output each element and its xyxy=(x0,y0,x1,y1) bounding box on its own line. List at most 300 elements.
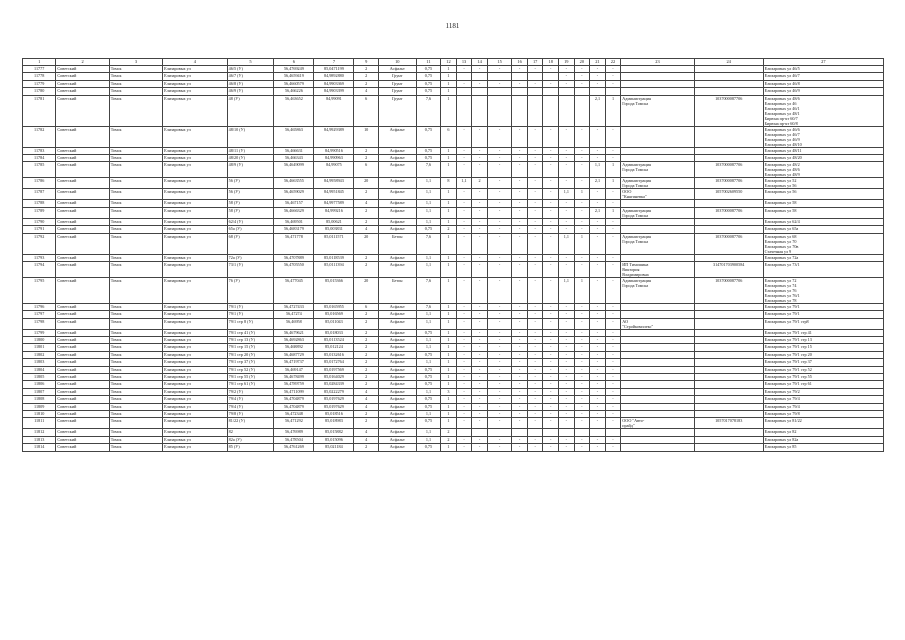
table-row xyxy=(23,374,884,381)
table-cell: - xyxy=(487,277,511,303)
table-cell: - xyxy=(543,436,559,443)
table-cell: 2 xyxy=(354,218,378,225)
table-cell: Елизаровых ул 72 Елизаровых ул 74 Елизаровых ул 76 Елизаровых ул 76/1 Елизаровых ул 78 xyxy=(763,277,883,303)
table-cell: Томск xyxy=(109,261,162,277)
table-cell: Асфальт xyxy=(378,207,416,218)
table-cell: Асфальт xyxy=(378,311,416,318)
table-cell: 7,6 xyxy=(416,303,440,310)
table-cell xyxy=(694,388,763,395)
table-cell: Елизаровых ул xyxy=(163,80,228,87)
table-cell: - xyxy=(590,189,606,200)
table-cell: - xyxy=(527,80,543,87)
table-cell: 85,0197629 xyxy=(314,403,354,410)
table-cell: Асфальт xyxy=(378,429,416,436)
table-cell: 56,47274 xyxy=(274,311,314,318)
table-cell: Томск xyxy=(109,388,162,395)
table-cell xyxy=(621,366,694,373)
table-cell: Асфальт xyxy=(378,126,416,147)
table-cell: Елизаровых ул xyxy=(163,189,228,200)
table-cell: 85,0132616 xyxy=(314,351,354,358)
table-cell: 56,46958 xyxy=(274,318,314,329)
table-cell: - xyxy=(605,154,621,161)
column-header: 23 xyxy=(621,59,694,66)
table-cell xyxy=(694,303,763,310)
table-cell: 56,4705550 xyxy=(274,261,314,277)
table-cell: Томск xyxy=(109,254,162,261)
table-cell: Советский xyxy=(56,233,109,254)
table-cell: 1,1 xyxy=(416,200,440,207)
table-cell: 1037000087706 xyxy=(694,233,763,254)
table-cell: Елизаровых ул xyxy=(163,126,228,147)
table-cell: - xyxy=(543,200,559,207)
table-cell: 2 xyxy=(354,80,378,87)
table-cell xyxy=(694,147,763,154)
table-cell: Елизаровых ул xyxy=(163,233,228,254)
table-cell: Елизаровых ул xyxy=(163,303,228,310)
table-cell: 56,468892 xyxy=(274,344,314,351)
table-cell: 11800 xyxy=(23,337,56,344)
table-cell: Елизаровых ул 48/11 xyxy=(763,147,883,154)
table-cell: - xyxy=(472,318,488,329)
table-cell: 0,75 xyxy=(416,226,440,233)
table-cell: - xyxy=(590,436,606,443)
table-cell: 11780 xyxy=(23,88,56,95)
table-cell xyxy=(621,436,694,443)
table-cell: - xyxy=(472,381,488,388)
table-cell: - xyxy=(590,329,606,336)
table-cell: Томск xyxy=(109,418,162,429)
table-cell: Елизаровых ул xyxy=(163,277,228,303)
table-cell: Асфальт xyxy=(378,254,416,261)
table-cell: - xyxy=(543,381,559,388)
table-cell: Томск xyxy=(109,436,162,443)
column-header: 7 xyxy=(314,59,354,66)
table-row xyxy=(23,254,884,261)
table-cell: - xyxy=(543,388,559,395)
table-cell: 1,1 xyxy=(416,178,440,189)
table-cell: 11812 xyxy=(23,429,56,436)
table-cell: Советский xyxy=(56,200,109,207)
table-cell xyxy=(694,337,763,344)
table-cell: Советский xyxy=(56,396,109,403)
table-cell: 85,0118539 xyxy=(314,254,354,261)
table-cell: - xyxy=(590,226,606,233)
table-cell: - xyxy=(574,154,590,161)
table-cell: - xyxy=(574,311,590,318)
table-cell: 6 xyxy=(354,95,378,126)
table-cell xyxy=(590,429,606,436)
table-cell xyxy=(621,429,694,436)
table-cell: 1 xyxy=(441,418,457,429)
table-cell: - xyxy=(543,254,559,261)
table-row xyxy=(23,261,884,277)
table-cell: 1057017078183 xyxy=(694,418,763,429)
table-cell xyxy=(574,88,590,95)
table-cell: 56,4663555 xyxy=(274,178,314,189)
table-cell: - xyxy=(487,418,511,429)
table-cell: 1,1 xyxy=(416,254,440,261)
table-cell: 314701703900584 xyxy=(694,261,763,277)
table-cell: - xyxy=(543,261,559,277)
table-cell: 2 xyxy=(354,381,378,388)
table-cell: - xyxy=(472,396,488,403)
table-cell xyxy=(527,95,543,126)
table-cell: Елизаровых ул 46/5 xyxy=(763,66,883,73)
table-cell: - xyxy=(512,351,528,358)
table-cell: 84,9977589 xyxy=(314,200,354,207)
table-cell: - xyxy=(527,277,543,303)
table-cell: - xyxy=(487,344,511,351)
table-cell: 2 xyxy=(354,254,378,261)
table-cell: - xyxy=(487,337,511,344)
table-cell: Асфальт xyxy=(378,147,416,154)
table-cell xyxy=(694,444,763,451)
table-cell: Елизаровых ул xyxy=(163,200,228,207)
table-cell: - xyxy=(605,80,621,87)
table-cell: 79/1 стр 55 (У) xyxy=(227,374,274,381)
table-cell: 1 xyxy=(605,207,621,218)
table-cell: 0,75 xyxy=(416,374,440,381)
table-cell: - xyxy=(456,418,472,429)
table-cell: Грунт xyxy=(378,73,416,80)
table-cell: - xyxy=(487,189,511,200)
table-cell: Елизаровых ул xyxy=(163,444,228,451)
table-cell: - xyxy=(559,444,575,451)
table-cell xyxy=(487,88,511,95)
table-cell: 76 (У) xyxy=(227,277,274,303)
table-cell: - xyxy=(527,388,543,395)
table-cell: 2 xyxy=(441,226,457,233)
table-cell: - xyxy=(574,261,590,277)
table-cell: 85,0222279 xyxy=(314,388,354,395)
table-cell: - xyxy=(605,366,621,373)
table-cell: Томск xyxy=(109,226,162,233)
table-cell: Советский xyxy=(56,147,109,154)
table-cell: 85,00621 xyxy=(314,218,354,225)
table-cell: - xyxy=(559,226,575,233)
table-cell xyxy=(512,95,528,126)
table-cell: 56,469501 xyxy=(274,218,314,225)
table-cell: - xyxy=(605,359,621,366)
table-cell: - xyxy=(559,303,575,310)
table-cell: 82а (У) xyxy=(227,436,274,443)
table-cell: 2 xyxy=(354,73,378,80)
table-cell: - xyxy=(605,344,621,351)
table-cell xyxy=(487,73,511,80)
table-cell: - xyxy=(472,337,488,344)
table-cell: - xyxy=(527,254,543,261)
table-cell: - xyxy=(472,233,488,254)
table-cell: 11807 xyxy=(23,388,56,395)
table-cell xyxy=(694,88,763,95)
table-row xyxy=(23,329,884,336)
table-cell: 0,75 xyxy=(416,66,440,73)
table-cell: - xyxy=(590,444,606,451)
table-cell: - xyxy=(559,178,575,189)
table-cell: 11778 xyxy=(23,73,56,80)
table-cell: 1,1 xyxy=(416,388,440,395)
table-cell: - xyxy=(472,261,488,277)
table-cell: Елизаровых ул 58 xyxy=(763,200,883,207)
table-cell: 1037000087706 xyxy=(694,95,763,126)
table-cell: 1,1 xyxy=(416,207,440,218)
table-cell: 56,466226 xyxy=(274,88,314,95)
table-header-row xyxy=(23,59,884,66)
table-cell: - xyxy=(559,218,575,225)
table-cell: Елизаровых ул xyxy=(163,154,228,161)
table-cell xyxy=(694,218,763,225)
table-cell: 0,75 xyxy=(416,80,440,87)
table-cell: Асфальт xyxy=(378,337,416,344)
table-cell xyxy=(487,95,511,126)
table-cell: Асфальт xyxy=(378,403,416,410)
table-cell xyxy=(621,410,694,417)
table-cell: Асфальт xyxy=(378,436,416,443)
table-cell: - xyxy=(605,329,621,336)
table-row xyxy=(23,95,884,126)
table-cell: Елизаровых ул xyxy=(163,396,228,403)
table-cell: - xyxy=(456,311,472,318)
table-cell xyxy=(694,381,763,388)
table-cell: - xyxy=(527,261,543,277)
table-cell: - xyxy=(590,403,606,410)
table-cell: - xyxy=(543,303,559,310)
table-cell: 56,465863 xyxy=(274,126,314,147)
table-cell xyxy=(605,429,621,436)
table-cell: - xyxy=(543,178,559,189)
table-cell: 1 xyxy=(441,444,457,451)
table-cell: 56,472348 xyxy=(274,410,314,417)
table-cell: - xyxy=(512,162,528,178)
table-cell: - xyxy=(574,207,590,218)
table-cell xyxy=(621,444,694,451)
column-header: 20 xyxy=(574,59,590,66)
table-row xyxy=(23,126,884,147)
table-cell: Томск xyxy=(109,396,162,403)
table-cell: Томск xyxy=(109,162,162,178)
table-cell: 85,012124 xyxy=(314,344,354,351)
table-cell: - xyxy=(574,126,590,147)
table-cell: 84,990963 xyxy=(314,154,354,161)
table-cell: 84,9951845 xyxy=(314,189,354,200)
table-cell: Томск xyxy=(109,147,162,154)
table-cell: 2 xyxy=(354,318,378,329)
table-cell: 2,1 xyxy=(590,207,606,218)
table-cell: - xyxy=(543,351,559,358)
table-cell: - xyxy=(456,303,472,310)
table-cell: Советский xyxy=(56,189,109,200)
table-cell: - xyxy=(543,189,559,200)
table-cell: Томск xyxy=(109,277,162,303)
table-cell: - xyxy=(487,374,511,381)
table-cell xyxy=(694,396,763,403)
table-cell: - xyxy=(590,374,606,381)
table-cell: 1 xyxy=(441,233,457,254)
table-cell: Томск xyxy=(109,189,162,200)
table-cell: Советский xyxy=(56,351,109,358)
table-cell: 2 xyxy=(354,154,378,161)
table-cell: Томск xyxy=(109,207,162,218)
column-header: 27 xyxy=(763,59,883,66)
table-cell: - xyxy=(574,374,590,381)
table-cell: - xyxy=(574,66,590,73)
table-cell: 81/22 (У) xyxy=(227,418,274,429)
table-cell: 85,018033 xyxy=(314,329,354,336)
table-row xyxy=(23,388,884,395)
table-cell: 56,471778 xyxy=(274,233,314,254)
table-cell: 1037000087706 xyxy=(694,162,763,178)
table-cell: - xyxy=(456,359,472,366)
column-header: 9 xyxy=(354,59,378,66)
table-cell: - xyxy=(543,410,559,417)
table-cell: Елизаровых ул xyxy=(163,418,228,429)
table-cell: 1,1 xyxy=(559,277,575,303)
table-cell: - xyxy=(527,200,543,207)
table-cell: Томск xyxy=(109,374,162,381)
table-cell: - xyxy=(472,403,488,410)
table-cell: Советский xyxy=(56,254,109,261)
table-cell: 11787 xyxy=(23,189,56,200)
table-cell xyxy=(621,344,694,351)
table-cell: 46/7 (У) xyxy=(227,73,274,80)
table-cell: - xyxy=(605,261,621,277)
table-cell: 6 xyxy=(354,162,378,178)
table-cell: - xyxy=(590,277,606,303)
table-cell: 85,018983 xyxy=(314,418,354,429)
table-cell: 1 xyxy=(441,329,457,336)
table-cell: Томск xyxy=(109,351,162,358)
table-cell: 20 xyxy=(354,178,378,189)
table-cell: Елизаровых ул xyxy=(163,178,228,189)
table-cell: - xyxy=(574,200,590,207)
table-cell: - xyxy=(543,154,559,161)
table-row xyxy=(23,381,884,388)
table-cell: Асфальт xyxy=(378,374,416,381)
table-cell: Елизаровых ул 62/4 xyxy=(763,218,883,225)
table-row xyxy=(23,366,884,373)
table-cell: - xyxy=(605,218,621,225)
table-cell: 82 xyxy=(227,429,274,436)
table-cell: 85,0165955 xyxy=(314,303,354,310)
table-cell xyxy=(621,396,694,403)
table-cell: - xyxy=(512,200,528,207)
table-cell: - xyxy=(559,254,575,261)
table-cell: - xyxy=(527,337,543,344)
table-cell: - xyxy=(527,444,543,451)
table-cell: 2 xyxy=(354,374,378,381)
table-cell: - xyxy=(605,66,621,73)
table-cell: 85,018516 xyxy=(314,410,354,417)
table-cell: 0,75 xyxy=(416,396,440,403)
table-cell: Елизаровых ул 68 Елизаровых ул 70 Елизаровых ул 70в Стачечная ул 9 xyxy=(763,233,883,254)
table-cell: - xyxy=(543,444,559,451)
table-cell: - xyxy=(487,436,511,443)
table-cell: - xyxy=(559,311,575,318)
table-cell: - xyxy=(527,189,543,200)
table-cell: - xyxy=(605,303,621,310)
table-cell: - xyxy=(543,337,559,344)
table-cell: Елизаровых ул 79/4 xyxy=(763,403,883,410)
table-cell xyxy=(694,351,763,358)
table-cell: - xyxy=(512,381,528,388)
table-cell: - xyxy=(456,403,472,410)
table-cell: - xyxy=(456,444,472,451)
table-cell: - xyxy=(527,410,543,417)
table-cell: Елизаровых ул xyxy=(163,366,228,373)
table-cell: - xyxy=(605,277,621,303)
table-cell: - xyxy=(590,154,606,161)
table-cell xyxy=(694,154,763,161)
table-cell: 79/1 стр 52 (У) xyxy=(227,366,274,373)
table-cell: Советский xyxy=(56,403,109,410)
table-cell: Елизаровых ул 79/1 xyxy=(763,303,883,310)
table-cell: - xyxy=(512,66,528,73)
table-cell: - xyxy=(487,162,511,178)
table-cell: 1,1 xyxy=(416,318,440,329)
table-cell: Томск xyxy=(109,233,162,254)
table-cell: - xyxy=(543,66,559,73)
table-cell: Елизаровых ул 52 Елизаровых ул 56 xyxy=(763,178,883,189)
table-cell: 1 xyxy=(574,277,590,303)
column-header: 13 xyxy=(456,59,472,66)
table-cell: 11809 xyxy=(23,403,56,410)
table-cell: - xyxy=(527,233,543,254)
table-cell: 56,4660579 xyxy=(274,80,314,87)
table-cell: - xyxy=(559,436,575,443)
table-cell: Асфальт xyxy=(378,388,416,395)
table-cell: 73/1 (У) xyxy=(227,261,274,277)
table-cell: 56,4704879 xyxy=(274,396,314,403)
table-cell: - xyxy=(472,200,488,207)
table-cell: - xyxy=(487,178,511,189)
table-cell: - xyxy=(574,303,590,310)
table-cell: 1 xyxy=(441,318,457,329)
table-cell: - xyxy=(472,303,488,310)
table-cell: Асфальт xyxy=(378,366,416,373)
table-cell: Томск xyxy=(109,344,162,351)
table-cell: - xyxy=(527,403,543,410)
table-cell: - xyxy=(527,418,543,429)
table-cell: Советский xyxy=(56,418,109,429)
table-cell: Асфальт xyxy=(378,381,416,388)
table-cell: Елизаровых ул 58 xyxy=(763,207,883,218)
table-cell: Советский xyxy=(56,80,109,87)
table-cell: 1 xyxy=(441,344,457,351)
table-cell: Администрация Города Томска xyxy=(621,277,694,303)
table-cell: Администрация Города Томска xyxy=(621,95,694,126)
table-cell: - xyxy=(559,154,575,161)
table-cell xyxy=(621,374,694,381)
table-cell: - xyxy=(472,80,488,87)
table-cell: 84,990516 xyxy=(314,147,354,154)
table-cell: 48/9 (У) xyxy=(227,162,274,178)
table-cell: 56,463652 xyxy=(274,95,314,126)
table-cell: 1 xyxy=(441,88,457,95)
table-cell xyxy=(621,218,694,225)
table-cell: 6 xyxy=(354,303,378,310)
table-cell: - xyxy=(527,147,543,154)
table-cell: 85,0197569 xyxy=(314,366,354,373)
table-cell: - xyxy=(456,254,472,261)
table-cell: - xyxy=(559,410,575,417)
table-cell: - xyxy=(574,337,590,344)
table-cell: - xyxy=(559,80,575,87)
table-cell: - xyxy=(512,126,528,147)
table-cell: - xyxy=(559,344,575,351)
table-cell: Томск xyxy=(109,410,162,417)
table-row xyxy=(23,207,884,218)
table-cell: - xyxy=(487,311,511,318)
